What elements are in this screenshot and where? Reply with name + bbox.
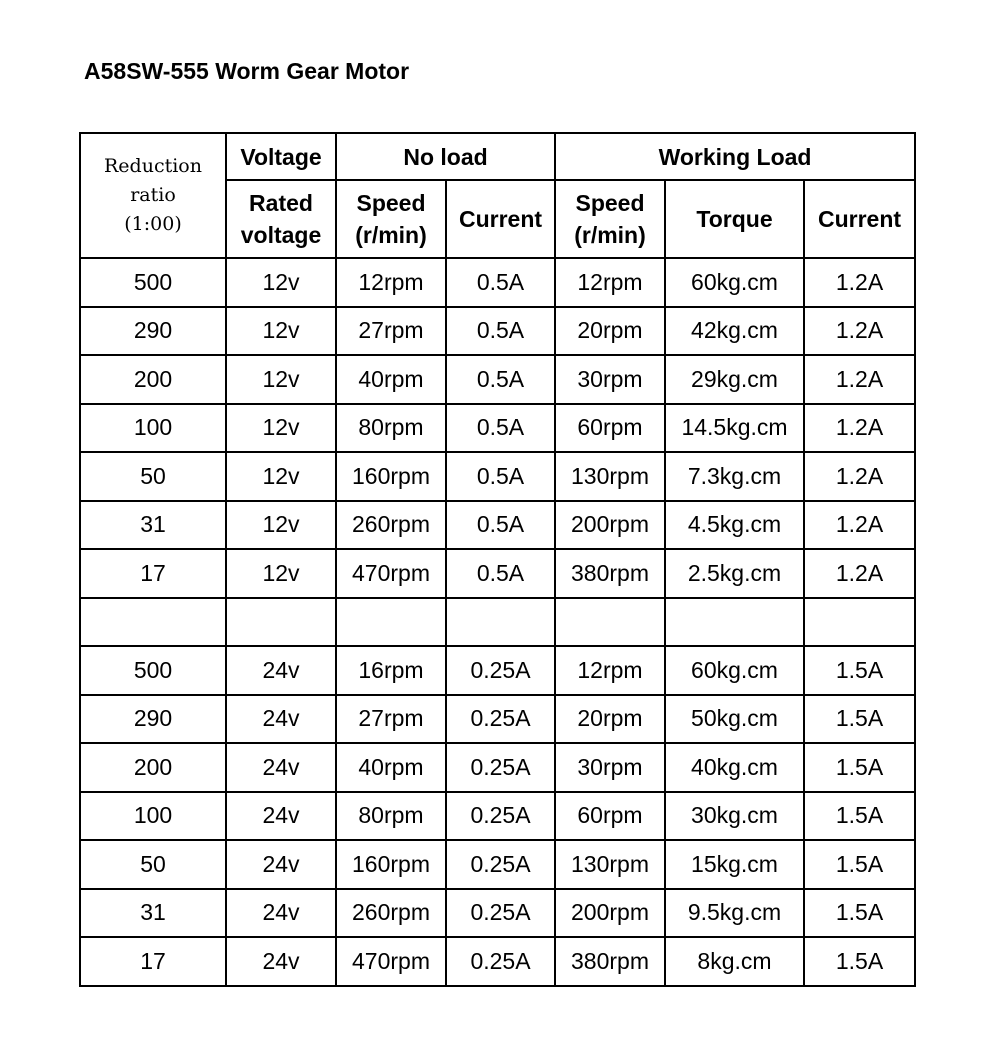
speed-line: Speed xyxy=(575,190,645,216)
no-load-speed-cell: 260rpm xyxy=(336,889,446,938)
torque-cell: 2.5kg.cm xyxy=(665,549,804,598)
working-current-cell: 1.2A xyxy=(804,549,915,598)
voltage-cell: 12v xyxy=(226,355,336,404)
rated-voltage-line: Rated xyxy=(249,190,313,216)
working-speed-cell: 380rpm xyxy=(555,937,665,986)
table-row xyxy=(80,695,915,744)
working-speed-cell: 380rpm xyxy=(555,549,665,598)
working-speed-cell: 60rpm xyxy=(555,404,665,453)
table-row xyxy=(80,501,915,550)
no-load-speed-cell: 27rpm xyxy=(336,695,446,744)
empty-cell xyxy=(446,598,555,647)
table-row xyxy=(80,258,915,307)
ratio-cell: 200 xyxy=(80,743,226,792)
torque-cell: 7.3kg.cm xyxy=(665,452,804,501)
ratio-cell: 31 xyxy=(80,501,226,550)
torque-header: Torque xyxy=(665,180,804,258)
ratio-cell: 200 xyxy=(80,355,226,404)
no-load-current-cell: 0.25A xyxy=(446,792,555,841)
working-current-cell: 1.2A xyxy=(804,258,915,307)
no-load-speed-cell: 80rpm xyxy=(336,792,446,841)
working-speed-cell: 130rpm xyxy=(555,452,665,501)
empty-cell xyxy=(555,598,665,647)
table-row xyxy=(80,792,915,841)
working-current-cell: 1.5A xyxy=(804,840,915,889)
empty-cell xyxy=(80,598,226,647)
ratio-header-line: Reduction xyxy=(104,155,202,177)
ratio-header xyxy=(80,133,226,258)
no-load-speed-cell: 16rpm xyxy=(336,646,446,695)
working-speed-cell: 200rpm xyxy=(555,501,665,550)
working-current-cell: 1.5A xyxy=(804,937,915,986)
ratio-cell: 100 xyxy=(80,792,226,841)
table-row xyxy=(80,307,915,356)
voltage-header: Voltage xyxy=(226,133,336,180)
working-current-header: Current xyxy=(804,180,915,258)
working-current-cell: 1.5A xyxy=(804,792,915,841)
voltage-cell: 24v xyxy=(226,792,336,841)
working-load-header: Working Load xyxy=(555,133,915,180)
no-load-speed-cell: 12rpm xyxy=(336,258,446,307)
voltage-cell: 12v xyxy=(226,452,336,501)
header-row-1 xyxy=(80,133,915,180)
no-load-current-cell: 0.5A xyxy=(446,307,555,356)
torque-cell: 30kg.cm xyxy=(665,792,804,841)
no-load-current-cell: 0.5A xyxy=(446,452,555,501)
working-speed-cell: 20rpm xyxy=(555,307,665,356)
working-speed-cell: 30rpm xyxy=(555,743,665,792)
voltage-cell: 24v xyxy=(226,743,336,792)
no-load-current-cell: 0.25A xyxy=(446,646,555,695)
working-current-cell: 1.2A xyxy=(804,501,915,550)
page-title: A58SW-555 Worm Gear Motor xyxy=(84,58,410,84)
no-load-speed-cell: 80rpm xyxy=(336,404,446,453)
no-load-header: No load xyxy=(336,133,555,180)
no-load-speed-header xyxy=(336,180,446,258)
ratio-cell: 31 xyxy=(80,889,226,938)
torque-cell: 4.5kg.cm xyxy=(665,501,804,550)
table-row xyxy=(80,937,915,986)
working-speed-cell: 130rpm xyxy=(555,840,665,889)
working-speed-cell: 60rpm xyxy=(555,792,665,841)
no-load-speed-cell: 470rpm xyxy=(336,549,446,598)
torque-cell: 50kg.cm xyxy=(665,695,804,744)
working-current-cell: 1.5A xyxy=(804,646,915,695)
voltage-cell: 12v xyxy=(226,258,336,307)
table-row xyxy=(80,452,915,501)
speed-line: (r/min) xyxy=(355,222,427,248)
no-load-speed-cell: 27rpm xyxy=(336,307,446,356)
working-speed-header xyxy=(555,180,665,258)
working-current-cell: 1.5A xyxy=(804,695,915,744)
empty-cell xyxy=(336,598,446,647)
ratio-cell: 100 xyxy=(80,404,226,453)
voltage-cell: 12v xyxy=(226,307,336,356)
no-load-current-cell: 0.25A xyxy=(446,937,555,986)
torque-cell: 14.5kg.cm xyxy=(665,404,804,453)
table-row xyxy=(80,404,915,453)
rated-voltage-line: voltage xyxy=(240,222,322,248)
ratio-header-line: (1:00) xyxy=(124,213,182,235)
ratio-cell: 17 xyxy=(80,937,226,986)
table-row xyxy=(80,355,915,404)
no-load-current-cell: 0.5A xyxy=(446,501,555,550)
no-load-speed-cell: 470rpm xyxy=(336,937,446,986)
no-load-current-cell: 0.25A xyxy=(446,840,555,889)
torque-cell: 8kg.cm xyxy=(665,937,804,986)
spec-table xyxy=(79,132,916,987)
working-current-cell: 1.5A xyxy=(804,743,915,792)
no-load-current-cell: 0.25A xyxy=(446,695,555,744)
no-load-current-header: Current xyxy=(446,180,555,258)
no-load-speed-cell: 160rpm xyxy=(336,840,446,889)
table-row xyxy=(80,646,915,695)
working-speed-cell: 12rpm xyxy=(555,258,665,307)
working-speed-cell: 30rpm xyxy=(555,355,665,404)
working-current-cell: 1.2A xyxy=(804,307,915,356)
no-load-current-cell: 0.5A xyxy=(446,355,555,404)
ratio-cell: 17 xyxy=(80,549,226,598)
working-current-cell: 1.5A xyxy=(804,889,915,938)
table-row xyxy=(80,889,915,938)
ratio-cell: 50 xyxy=(80,452,226,501)
no-load-current-cell: 0.5A xyxy=(446,549,555,598)
voltage-cell: 12v xyxy=(226,501,336,550)
ratio-cell: 500 xyxy=(80,258,226,307)
ratio-cell: 500 xyxy=(80,646,226,695)
voltage-cell: 24v xyxy=(226,937,336,986)
no-load-speed-cell: 260rpm xyxy=(336,501,446,550)
spacer-row xyxy=(80,598,915,647)
working-speed-cell: 20rpm xyxy=(555,695,665,744)
rated-voltage-header xyxy=(226,180,336,258)
no-load-current-cell: 0.25A xyxy=(446,889,555,938)
torque-cell: 60kg.cm xyxy=(665,646,804,695)
no-load-speed-cell: 40rpm xyxy=(336,355,446,404)
torque-cell: 40kg.cm xyxy=(665,743,804,792)
speed-line: Speed xyxy=(356,190,426,216)
ratio-cell: 50 xyxy=(80,840,226,889)
voltage-cell: 24v xyxy=(226,840,336,889)
ratio-cell: 290 xyxy=(80,695,226,744)
torque-cell: 9.5kg.cm xyxy=(665,889,804,938)
working-current-cell: 1.2A xyxy=(804,452,915,501)
voltage-cell: 12v xyxy=(226,404,336,453)
no-load-current-cell: 0.5A xyxy=(446,404,555,453)
table-row xyxy=(80,743,915,792)
no-load-speed-cell: 160rpm xyxy=(336,452,446,501)
empty-cell xyxy=(804,598,915,647)
torque-cell: 29kg.cm xyxy=(665,355,804,404)
no-load-current-cell: 0.5A xyxy=(446,258,555,307)
working-speed-cell: 12rpm xyxy=(555,646,665,695)
working-current-cell: 1.2A xyxy=(804,355,915,404)
working-current-cell: 1.2A xyxy=(804,404,915,453)
voltage-cell: 12v xyxy=(226,549,336,598)
voltage-cell: 24v xyxy=(226,695,336,744)
ratio-header-line: ratio xyxy=(130,184,176,206)
voltage-cell: 24v xyxy=(226,889,336,938)
table-row xyxy=(80,549,915,598)
working-speed-cell: 200rpm xyxy=(555,889,665,938)
ratio-cell: 290 xyxy=(80,307,226,356)
table-row xyxy=(80,840,915,889)
empty-cell xyxy=(665,598,804,647)
torque-cell: 15kg.cm xyxy=(665,840,804,889)
empty-cell xyxy=(226,598,336,647)
speed-line: (r/min) xyxy=(574,222,646,248)
torque-cell: 42kg.cm xyxy=(665,307,804,356)
no-load-speed-cell: 40rpm xyxy=(336,743,446,792)
voltage-cell: 24v xyxy=(226,646,336,695)
no-load-current-cell: 0.25A xyxy=(446,743,555,792)
torque-cell: 60kg.cm xyxy=(665,258,804,307)
